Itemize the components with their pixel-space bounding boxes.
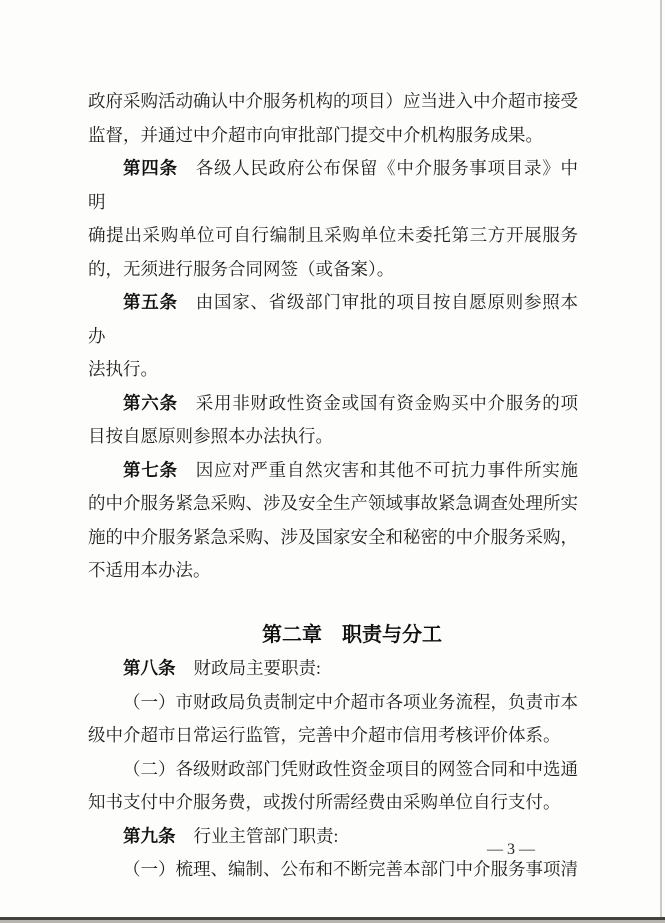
document-line xyxy=(88,786,578,820)
document-line xyxy=(88,753,578,787)
document-line xyxy=(88,686,578,720)
line-text: 第二章 职责与分工 xyxy=(262,623,442,646)
document-line xyxy=(88,85,578,119)
line-text: （一）市财政局负责制定中介超市各项业务流程，负责市本 xyxy=(123,691,578,712)
article-number: 第九条 xyxy=(123,825,176,846)
line-text: 知书支付中介服务费，或拨付所需经费由采购单位自行支付。 xyxy=(88,792,561,812)
document-line xyxy=(88,353,578,387)
line-text: 不适用本办法。 xyxy=(88,560,211,580)
line-text: 施的中介服务紧急采购、涉及国家安全和秘密的中介服务采购， xyxy=(88,526,578,547)
page-number: — 3 — xyxy=(487,841,535,858)
line-text: 监督，并通过中介超市向审批部门提交中介机构服务成果。 xyxy=(88,124,543,145)
line-text: 采用非财政性资金或国有资金购买中介服务的项 xyxy=(195,392,578,413)
article-number: 第五条 xyxy=(123,292,178,312)
article-number: 第八条 xyxy=(123,658,176,678)
document-line xyxy=(88,521,578,555)
line-text: 各级人民政府公布保留《中介服务事项目录》中明 xyxy=(88,158,578,212)
chapter-heading xyxy=(88,619,578,653)
document-line xyxy=(88,454,578,488)
line-text: 行业主管部门职责: xyxy=(193,825,339,846)
line-text: 法执行。 xyxy=(88,359,158,379)
document-line xyxy=(88,652,578,686)
line-text: 的，无须进行服务合同网签（或备案）。 xyxy=(88,258,395,279)
document-line xyxy=(88,487,578,521)
document-line xyxy=(88,286,578,353)
article-number: 第七条 xyxy=(123,459,178,480)
document-line xyxy=(88,387,578,421)
document-line xyxy=(88,219,578,253)
line-text: 目按自愿原则参照本办法执行。 xyxy=(88,426,333,446)
line-text: （二）各级财政部门凭财政性资金项目的网签合同和中选通 xyxy=(123,758,578,779)
line-text: 由国家、省级部门审批的项目按自愿原则参照本办 xyxy=(88,292,578,346)
line-text: 级中介超市日常运行监管，完善中介超市信用考核评价体系。 xyxy=(88,725,561,745)
line-text: 政府采购活动确认中介服务机构的项目）应当进入中介超市接受 xyxy=(88,91,578,111)
line-text: （一）梳理、编制、公布和不断完善本部门中介服务事项清 xyxy=(123,859,578,879)
line-text: 财政局主要职责: xyxy=(193,658,321,678)
document-line xyxy=(88,554,578,588)
article-number: 第四条 xyxy=(123,158,178,178)
line-text: 的中介服务紧急采购、涉及安全生产领域事故紧急调查处理所实 xyxy=(88,493,578,513)
document-line xyxy=(88,253,578,287)
line-text: 确提出采购单位可自行编制且采购单位未委托第三方开展服务 xyxy=(88,225,578,245)
document-body xyxy=(88,85,578,887)
document-line xyxy=(88,420,578,454)
scan-edge-right-line xyxy=(660,0,662,918)
line-text: 因应对严重自然灾害和其他不可抗力事件所实施 xyxy=(195,459,578,480)
document-line xyxy=(88,719,578,753)
document-line xyxy=(88,152,578,219)
article-number: 第六条 xyxy=(123,392,178,413)
document-line xyxy=(88,119,578,153)
